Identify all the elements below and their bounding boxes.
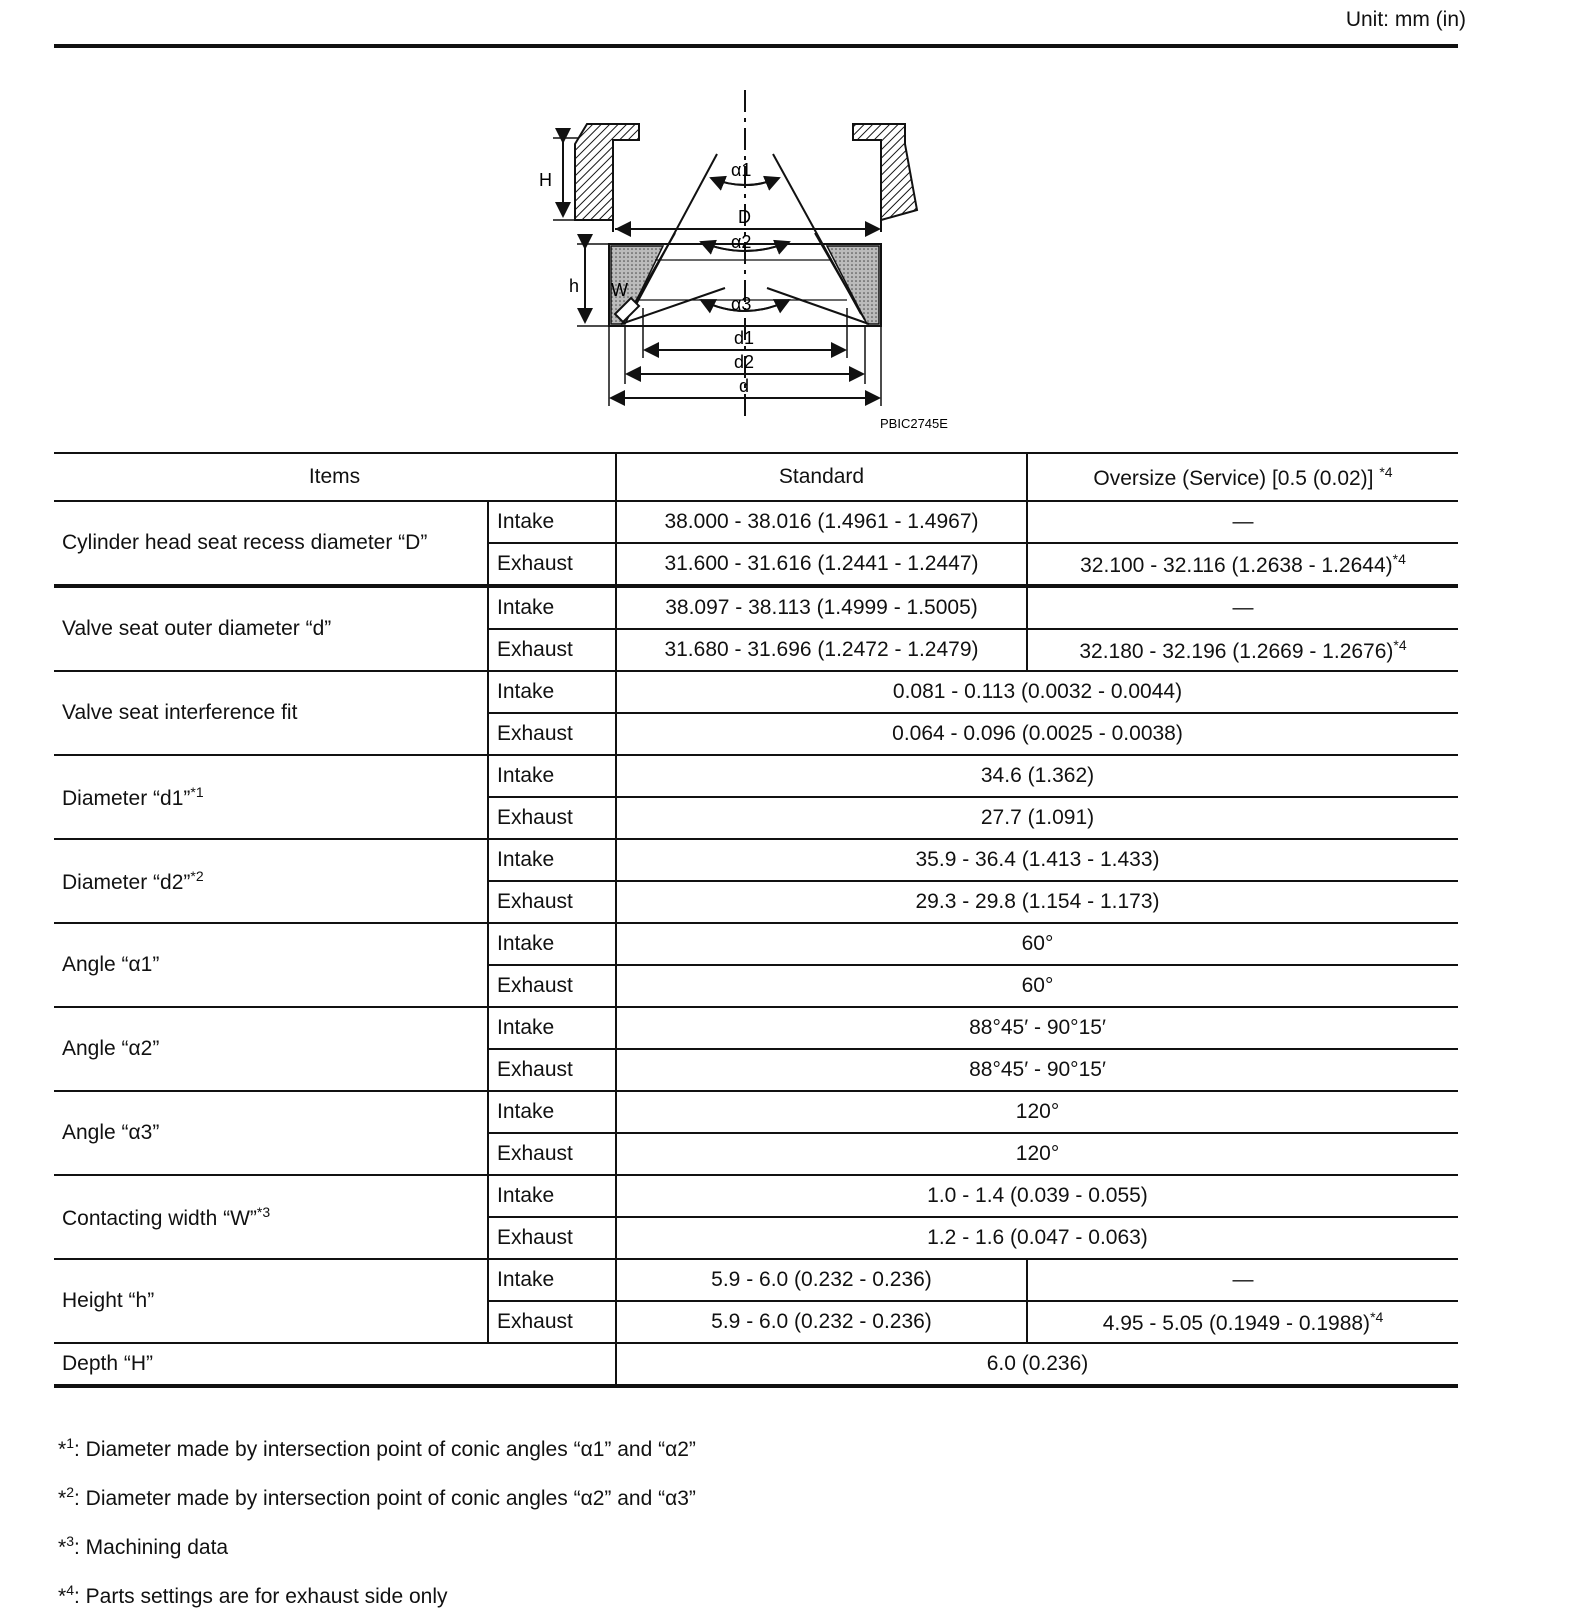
side-intake: Intake: [488, 1259, 616, 1301]
cell-value: 88°45′ - 90°15′: [616, 1007, 1458, 1049]
row-label: Valve seat interference fit: [54, 671, 488, 755]
top-rule: [54, 44, 1458, 48]
cell-standard: 38.097 - 38.113 (1.4999 - 1.5005): [616, 586, 1027, 629]
label-H: H: [539, 170, 552, 190]
cell-oversize: 32.100 - 32.116 (1.2638 - 1.2644)$^{*4}$: [1027, 543, 1458, 586]
side-exhaust: Exhaust: [488, 543, 616, 586]
table-row: [54, 501, 1458, 543]
cell-standard: 5.9 - 6.0 (0.232 - 0.236): [616, 1259, 1027, 1301]
label-d1: d1: [734, 328, 755, 348]
side-intake: Intake: [488, 501, 616, 543]
row-label: Diameter “d2”$^{*2}$: [54, 839, 488, 923]
table-row: [54, 1259, 1458, 1301]
table-row: [54, 671, 1458, 713]
row-label: Contacting width “W”$^{*3}$: [54, 1175, 488, 1259]
unit-label: Unit: mm (in): [1345, 8, 1466, 31]
cell-standard: 38.000 - 38.016 (1.4961 - 1.4967): [616, 501, 1027, 543]
table-row: [54, 586, 1458, 629]
cell-value: 60°: [616, 923, 1458, 965]
side-exhaust: Exhaust: [488, 713, 616, 755]
side-intake: Intake: [488, 1175, 616, 1217]
footnote-1: *$^1$: Diameter made by intersection point of conic angles “α1” and “α2”: [58, 1435, 696, 1461]
header-standard: Standard: [616, 453, 1027, 501]
side-exhaust: Exhaust: [488, 965, 616, 1007]
cell-oversize: 32.180 - 32.196 (1.2669 - 1.2676)$^{*4}$: [1027, 629, 1458, 671]
cell-value: 1.2 - 1.6 (0.047 - 0.063): [616, 1217, 1458, 1259]
cell-standard: 5.9 - 6.0 (0.232 - 0.236): [616, 1301, 1027, 1343]
cell-value: 34.6 (1.362): [616, 755, 1458, 797]
table-row: [54, 1007, 1458, 1049]
row-label: Diameter “d1”$^{*1}$: [54, 755, 488, 839]
cell-value: 88°45′ - 90°15′: [616, 1049, 1458, 1091]
cell-value: 35.9 - 36.4 (1.413 - 1.433): [616, 839, 1458, 881]
cell-value: 1.0 - 1.4 (0.039 - 0.055): [616, 1175, 1458, 1217]
row-label: Height “h”: [54, 1259, 488, 1343]
row-label: Cylinder head seat recess diameter “D”: [54, 501, 488, 586]
cell-value: 0.081 - 0.113 (0.0032 - 0.0044): [616, 671, 1458, 713]
table-row: [54, 1343, 1458, 1386]
label-h: h: [569, 276, 580, 296]
label-alpha2: α2: [731, 232, 752, 252]
head-wall-right: [853, 124, 917, 220]
side-intake: Intake: [488, 755, 616, 797]
table-row: [54, 839, 1458, 881]
cell-value: 60°: [616, 965, 1458, 1007]
side-intake: Intake: [488, 1091, 616, 1133]
cell-value: 120°: [616, 1133, 1458, 1175]
side-exhaust: Exhaust: [488, 881, 616, 923]
cell-oversize: —: [1027, 1259, 1458, 1301]
label-alpha1: α1: [731, 160, 752, 180]
label-alpha3: α3: [731, 294, 752, 314]
side-exhaust: Exhaust: [488, 1217, 616, 1259]
cell-value: 120°: [616, 1091, 1458, 1133]
header-items: Items: [54, 453, 616, 501]
side-exhaust: Exhaust: [488, 1049, 616, 1091]
row-label: Valve seat outer diameter “d”: [54, 586, 488, 671]
table-row: [54, 755, 1458, 797]
label-d2: d2: [734, 352, 755, 372]
figure-code: PBIC2745E: [880, 416, 948, 431]
label-d: d: [739, 376, 750, 396]
cell-value: 27.7 (1.091): [616, 797, 1458, 839]
table-row: [54, 1175, 1458, 1217]
side-exhaust: Exhaust: [488, 1133, 616, 1175]
footnote-2: *$^2$: Diameter made by intersection point of conic angles “α2” and “α3”: [58, 1484, 696, 1510]
footnote-4: *$^4$: Parts settings are for exhaust side only: [58, 1582, 448, 1608]
row-label: Depth “H”: [54, 1343, 616, 1386]
head-wall-left: [575, 124, 639, 220]
row-label: Angle “α1”: [54, 923, 488, 1007]
side-exhaust: Exhaust: [488, 629, 616, 671]
cell-oversize: —: [1027, 586, 1458, 629]
row-label: Angle “α2”: [54, 1007, 488, 1091]
side-intake: Intake: [488, 1007, 616, 1049]
cell-value: 6.0 (0.236): [616, 1343, 1458, 1386]
cell-value: 0.064 - 0.096 (0.0025 - 0.0038): [616, 713, 1458, 755]
cell-oversize: —: [1027, 501, 1458, 543]
valve-seat-diagram: [535, 88, 975, 440]
side-intake: Intake: [488, 671, 616, 713]
label-D: D: [738, 207, 751, 227]
footnote-3: *$^3$: Machining data: [58, 1533, 229, 1559]
label-W: W: [611, 280, 628, 300]
side-intake: Intake: [488, 839, 616, 881]
side-intake: Intake: [488, 586, 616, 629]
cell-standard: 31.600 - 31.616 (1.2441 - 1.2447): [616, 543, 1027, 586]
table-header-row: [54, 453, 1458, 501]
cell-value: 29.3 - 29.8 (1.154 - 1.173): [616, 881, 1458, 923]
header-oversize: Oversize (Service) [0.5 (0.02)] $^{*4}$: [1027, 453, 1458, 501]
cell-standard: 31.680 - 31.696 (1.2472 - 1.2479): [616, 629, 1027, 671]
cell-oversize: 4.95 - 5.05 (0.1949 - 0.1988)$^{*4}$: [1027, 1301, 1458, 1343]
side-intake: Intake: [488, 923, 616, 965]
row-label: Angle “α3”: [54, 1091, 488, 1175]
side-exhaust: Exhaust: [488, 797, 616, 839]
footnotes: [58, 1422, 696, 1618]
table-row: [54, 923, 1458, 965]
table-row: [54, 1091, 1458, 1133]
valve-seat-spec-table: [54, 452, 1458, 1388]
side-exhaust: Exhaust: [488, 1301, 616, 1343]
